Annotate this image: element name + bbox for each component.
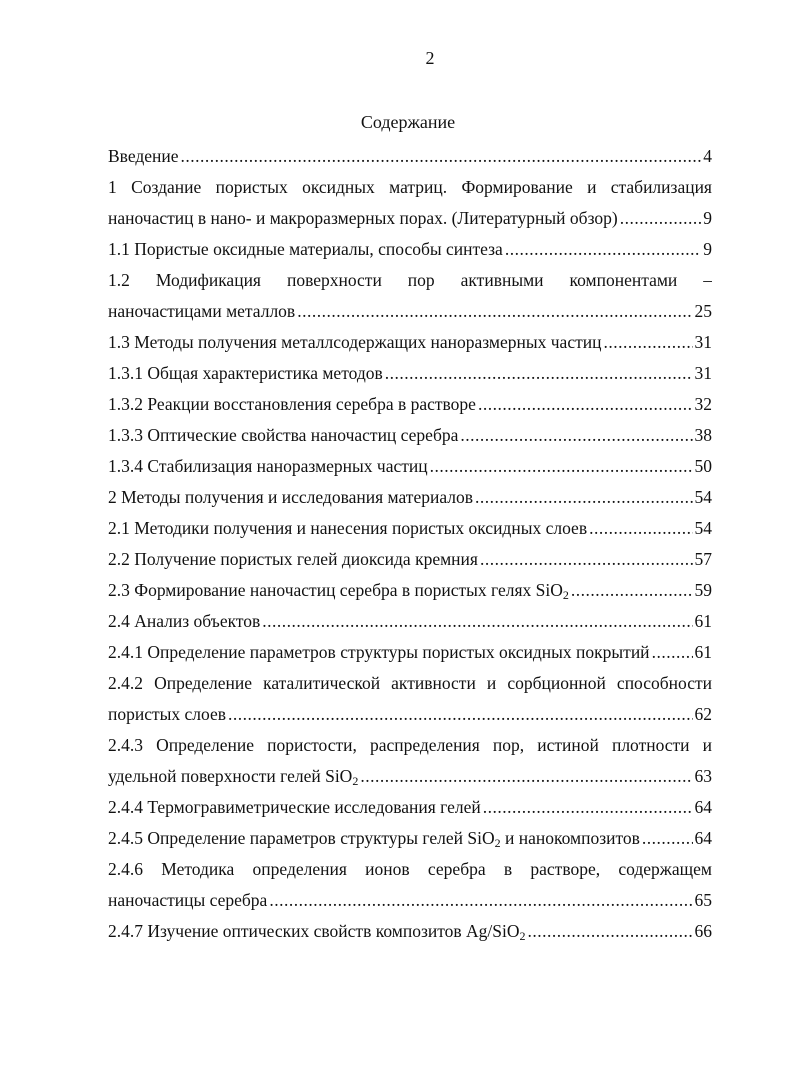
toc-entry (108, 761, 712, 792)
toc-entry-line: 2.4.6 Методика определения ионов серебра в растворе, содержащем (108, 859, 712, 879)
toc-entry (108, 606, 712, 637)
dot-leader (483, 792, 693, 823)
toc-entry-text: 2.4.1 Определение параметров структуры пористых оксидных покрытий (108, 642, 650, 662)
toc-entry (108, 482, 712, 513)
toc-page-number: 31 (694, 363, 712, 383)
toc-entry-text: 2.4.7 Изучение оптических свойств композитов Ag/SiO$_2$ (108, 921, 526, 943)
toc-entry (108, 358, 712, 389)
dot-leader (475, 482, 693, 513)
dot-leader (589, 513, 692, 544)
dot-leader (478, 389, 693, 420)
toc-entry-text: 1.3 Методы получения металлсодержащих наноразмерных частиц (108, 332, 602, 352)
toc-entry (108, 823, 712, 854)
toc-entry (108, 203, 712, 234)
toc-entry-text: 1.1 Пористые оксидные материалы, способы синтеза (108, 239, 503, 259)
page-number: 2 (425, 48, 435, 68)
toc-page-number: 61 (694, 611, 712, 631)
toc-page-number: 57 (694, 549, 712, 569)
toc-page-number: 4 (703, 146, 712, 166)
toc-entry (108, 420, 712, 451)
toc-page-number: 62 (694, 704, 712, 724)
dot-leader (571, 575, 693, 606)
toc-entry (108, 296, 712, 327)
toc-entry-text: 2 Методы получения и исследования материалов (108, 487, 473, 507)
dot-leader (430, 451, 693, 482)
toc-entry-text: пористых слоев (108, 704, 227, 724)
page-title: Содержание (360, 112, 456, 132)
dot-leader (460, 420, 692, 451)
toc-page-number: 54 (694, 518, 712, 538)
dot-leader (262, 606, 692, 637)
toc-page-number: 38 (694, 425, 712, 445)
dot-leader (269, 885, 692, 916)
toc-entry (108, 141, 712, 172)
toc-page-number: 63 (694, 766, 712, 786)
toc-entry (108, 234, 712, 265)
toc-entry (108, 637, 712, 668)
toc-entry-line: 2.4.3 Определение пористости, распределения пор, истиной плотности и (108, 735, 712, 755)
toc-entry (108, 544, 712, 575)
toc-page-number: 54 (694, 487, 712, 507)
toc-entry-line: 2.4.2 Определение каталитической активности и сорбционной способности (108, 673, 712, 693)
toc-page-number: 50 (694, 456, 712, 476)
toc-entry-text: наночастиц в нано- и макроразмерных порах. (Литературный обзор) (108, 208, 618, 228)
toc-entry (108, 792, 712, 823)
dot-leader (297, 296, 692, 327)
toc-entry (108, 916, 712, 947)
toc-entry-text: 1.3.2 Реакции восстановления серебра в растворе (108, 394, 476, 414)
dot-leader (181, 141, 702, 172)
toc-entry-text: 1.3.3 Оптические свойства наночастиц серебра (108, 425, 459, 445)
dot-leader (528, 916, 693, 947)
toc-entry (108, 513, 712, 544)
toc-entry-line: 1.2 Модификация поверхности пор активными компонентами – (108, 270, 712, 290)
toc-page-number: 9 (703, 239, 712, 259)
toc-entry-text: 1.3.4 Стабилизация наноразмерных частиц (108, 456, 428, 476)
dot-leader (603, 327, 692, 358)
toc-entry (108, 885, 712, 916)
toc-entry-text: 2.4.5 Определение параметров структуры гелей SiO$_2$ и нанокомпозитов (108, 828, 640, 850)
table-of-contents (108, 141, 712, 947)
toc-entry-text: 2.3 Формирование наночастиц серебра в пористых гелях SiO$_2$ (108, 580, 569, 602)
toc-entry-line: 1 Создание пористых оксидных матриц. Формирование и стабилизация (108, 177, 712, 197)
toc-page-number: 32 (694, 394, 712, 414)
dot-leader (360, 761, 692, 792)
dot-leader (480, 544, 693, 575)
toc-entry-text: 2.2 Получение пористых гелей диоксида кремния (108, 549, 478, 569)
toc-page-number: 64 (694, 828, 712, 848)
toc-page-number: 66 (694, 921, 712, 941)
toc-entry (108, 575, 712, 606)
toc-entry-text: наночастицами металлов (108, 301, 296, 321)
toc-entry-text: удельной поверхности гелей SiO$_2$ (108, 766, 359, 788)
toc-entry-text: 2.1 Методики получения и нанесения пористых оксидных слоев (108, 518, 588, 538)
dot-leader (385, 358, 693, 389)
dot-leader (505, 234, 701, 265)
toc-entry (108, 327, 712, 358)
toc-page-number: 65 (694, 890, 712, 910)
toc-page-number: 64 (694, 797, 712, 817)
dot-leader (652, 637, 693, 668)
dot-leader (642, 823, 693, 854)
toc-entry-text: 1.3.1 Общая характеристика методов (108, 363, 383, 383)
toc-page-number: 9 (703, 208, 712, 228)
toc-entry (108, 389, 712, 420)
toc-page-number: 59 (694, 580, 712, 600)
dot-leader (620, 203, 702, 234)
toc-entry (108, 451, 712, 482)
toc-entry (108, 699, 712, 730)
toc-entry-text: наночастицы серебра (108, 890, 268, 910)
toc-page-number: 31 (694, 332, 712, 352)
toc-page-number: 61 (694, 642, 712, 662)
toc-page-number: 25 (694, 301, 712, 321)
dot-leader (228, 699, 692, 730)
toc-entry-text: Введение (108, 146, 179, 166)
toc-entry-text: 2.4.4 Термогравиметрические исследования гелей (108, 797, 481, 817)
toc-entry-text: 2.4 Анализ объектов (108, 611, 261, 631)
